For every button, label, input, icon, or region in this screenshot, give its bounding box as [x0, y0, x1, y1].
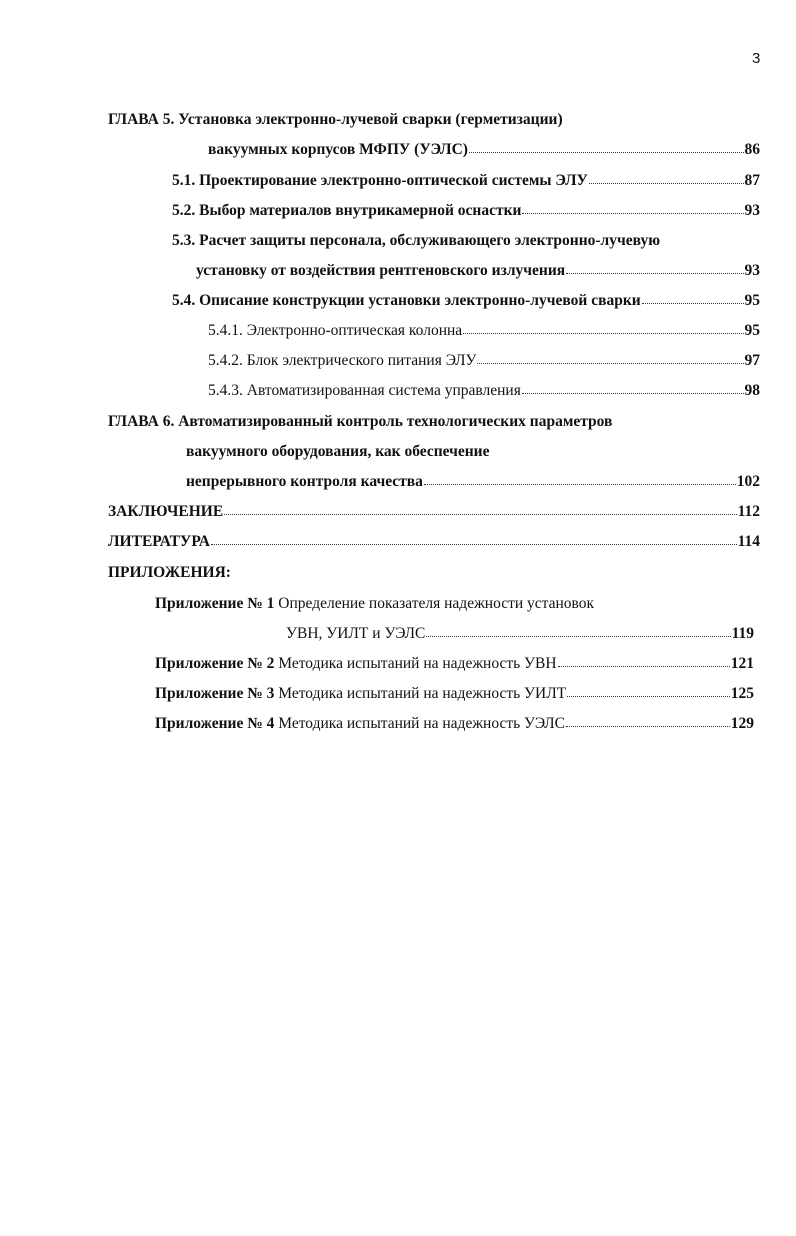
toc-page-number: 121 — [730, 655, 754, 672]
toc-appendix-4[interactable] — [155, 712, 754, 736]
toc-leader-dots — [558, 652, 730, 667]
toc-page-number: 102 — [736, 473, 760, 490]
toc-section-label: Методика испытаний на надежность УВН — [278, 655, 557, 672]
toc-chapter6-line3: непрерывного контроля качества — [186, 473, 423, 490]
toc-page-number: 93 — [744, 262, 760, 279]
toc-chapter6-line2: вакуумного оборудования, как обеспечение — [186, 443, 490, 460]
toc-leader-dots — [469, 138, 744, 153]
toc-section-5-4[interactable] — [172, 289, 760, 313]
toc-page-number: 86 — [744, 141, 760, 158]
toc-chapter6-title[interactable] — [108, 410, 612, 434]
toc-appendix-2[interactable] — [155, 652, 754, 676]
toc-page-number: 87 — [744, 172, 760, 189]
toc-chapter5-title-line2: вакуумных корпусов МФПУ (УЭЛС) — [208, 141, 468, 158]
toc-leader-dots — [463, 319, 743, 334]
toc-section-5-4-1[interactable] — [208, 319, 760, 343]
toc-leader-dots — [224, 500, 736, 515]
toc-section-5-3-line1[interactable] — [172, 229, 660, 253]
toc-section-label: ЛИТЕРАТУРА — [108, 533, 210, 550]
toc-section-5-4-2[interactable] — [208, 349, 760, 373]
toc-section-5-4-3[interactable] — [208, 379, 760, 403]
toc-section-label: Методика испытаний на надежность УИЛТ — [278, 685, 567, 702]
toc-page-number: 97 — [744, 352, 760, 369]
toc-leader-dots — [589, 169, 744, 184]
toc-leader-dots — [424, 470, 736, 485]
toc-section-label: 5.4.2. Блок электрического питания ЭЛУ — [208, 352, 477, 369]
toc-section-label: 5.2. Выбор материалов внутрикамерной оснастки — [172, 202, 522, 219]
toc-section-label: ЗАКЛЮЧЕНИЕ — [108, 503, 224, 520]
toc-page-number: 93 — [744, 202, 760, 219]
toc-page-number: 125 — [730, 685, 754, 702]
toc-chapter5-title-line1: ГЛАВА 5. Установка электронно-лучевой сварки (герметизации) — [108, 111, 563, 128]
appendices-heading: ПРИЛОЖЕНИЯ: — [108, 564, 231, 581]
toc-chapter5-entry[interactable] — [208, 138, 760, 162]
toc-appendix-1[interactable] — [286, 622, 754, 646]
toc-chapter6-entry[interactable] — [186, 470, 760, 494]
appendix-prefix: Приложение № 3 — [155, 685, 275, 702]
toc-leader-dots — [522, 379, 744, 394]
toc-section-5-1[interactable] — [172, 169, 760, 193]
toc-chapter6-line1: ГЛАВА 6. Автоматизированный контроль технологических параметров — [108, 413, 613, 430]
toc-section-label: 5.4.1. Электронно-оптическая колонна — [208, 322, 463, 339]
toc-page-number: 98 — [744, 382, 760, 399]
toc-section-label: Определение показателя надежности установок — [278, 595, 595, 612]
toc-page-number: 119 — [731, 625, 754, 642]
toc-leader-dots — [567, 682, 730, 697]
toc-leader-dots — [211, 530, 737, 545]
toc-section-label: 5.1. Проектирование электронно-оптической системы ЭЛУ — [172, 172, 588, 189]
toc-leader-dots — [477, 349, 743, 364]
toc-section-5-3[interactable] — [196, 259, 760, 283]
toc-leader-dots — [566, 712, 730, 727]
toc-section-label: Методика испытаний на надежность УЭЛС — [278, 715, 565, 732]
toc-section-label: установку от воздействия рентгеновского излучения — [196, 262, 566, 279]
toc-leader-dots — [522, 199, 743, 214]
toc-conclusion[interactable] — [108, 500, 760, 524]
appendix-prefix: Приложение № 1 — [155, 595, 275, 612]
toc-appendices-heading — [108, 561, 231, 585]
toc-section-label: УВН, УИЛТ и УЭЛС — [286, 625, 426, 642]
toc-leader-dots — [566, 259, 743, 274]
toc-page-number: 114 — [737, 533, 760, 550]
toc-literature[interactable] — [108, 530, 760, 554]
toc-leader-dots — [426, 622, 730, 637]
toc-section-5-2[interactable] — [172, 199, 760, 223]
toc-leader-dots — [642, 289, 744, 304]
appendix-prefix: Приложение № 4 — [155, 715, 275, 732]
toc-page-number: 95 — [744, 322, 760, 339]
toc-chapter5-title[interactable] — [108, 108, 563, 132]
toc-section-label: 5.4.3. Автоматизированная система управления — [208, 382, 521, 399]
toc-appendix-1-title[interactable] — [155, 592, 594, 616]
toc-page-number: 95 — [744, 292, 760, 309]
toc-chapter6-title-cont[interactable] — [186, 440, 489, 464]
toc-page-number: 112 — [737, 503, 760, 520]
toc-appendix-3[interactable] — [155, 682, 754, 706]
toc-section-label: 5.4. Описание конструкции установки электронно-лучевой сварки — [172, 292, 641, 309]
page-number: 3 — [752, 50, 761, 67]
toc-page-number: 129 — [730, 715, 754, 732]
appendix-prefix: Приложение № 2 — [155, 655, 275, 672]
toc-section-label: 5.3. Расчет защиты персонала, обслуживающего электронно-лучевую — [172, 232, 661, 249]
